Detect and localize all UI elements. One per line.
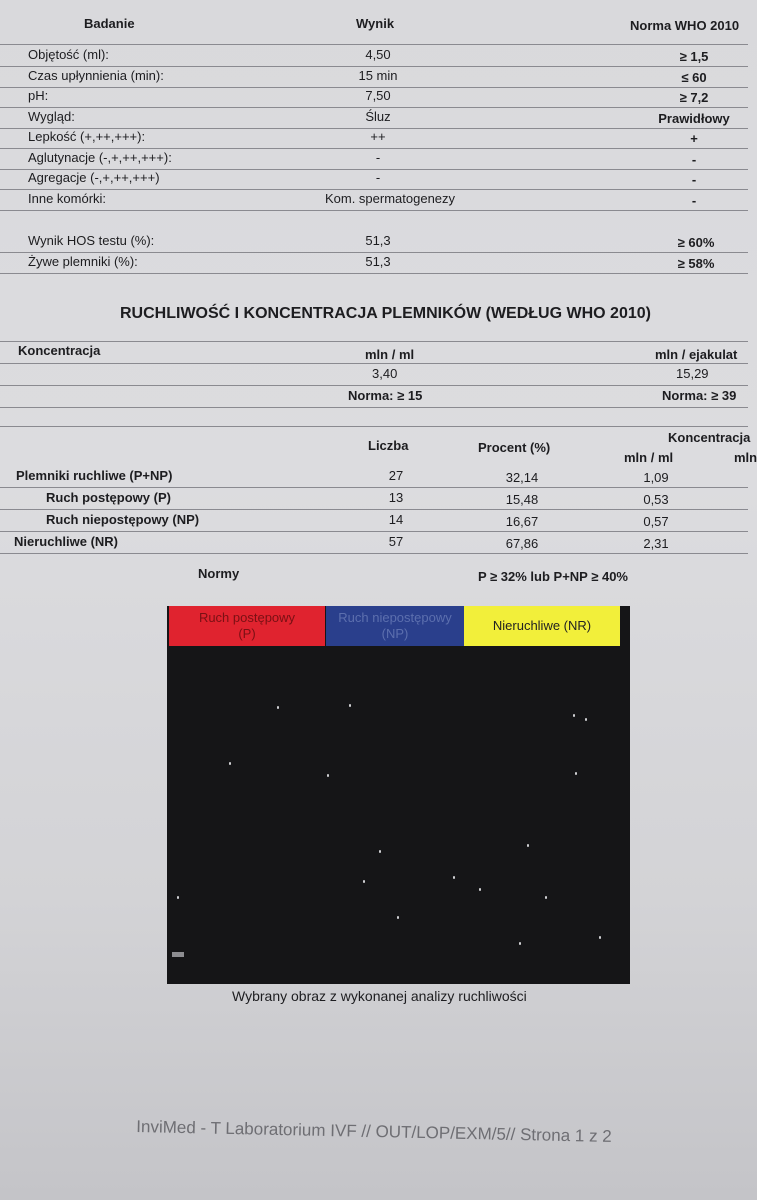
param-value: 51,3: [365, 253, 391, 269]
param-label: Agregacje (-,+,++,+++): [28, 170, 160, 185]
col-liczba: Liczba: [368, 438, 409, 453]
param-norm: ≥ 1,5: [679, 49, 709, 64]
motility-liczba: 13: [388, 490, 404, 505]
sperm-dot: [575, 772, 577, 775]
concentration-value-ml: 3,40: [372, 366, 398, 381]
motility-analysis-image: [167, 606, 630, 984]
motility-mln-ml: 1,09: [643, 470, 669, 485]
section-title: RUCHLIWOŚĆ I KONCENTRACJA PLEMNIKÓW (WEDŁUG WHO 2010): [120, 305, 651, 322]
param-norm: ≤ 60: [681, 69, 707, 85]
param-value: -: [375, 170, 381, 185]
param-value: 7,50: [365, 88, 391, 103]
param-label: Aglutynacje (-,+,++,+++):: [28, 149, 172, 165]
sperm-dot: [397, 916, 399, 919]
legend-immotile: Nieruchliwe (NR): [464, 606, 620, 646]
param-value: Śluz: [365, 108, 391, 124]
legend-nonprogressive: Ruch niepostępowy (NP): [326, 606, 464, 646]
header-wynik: Wynik: [356, 16, 395, 31]
motility-mln-ml: 0,57: [643, 514, 669, 529]
param-norm: Prawidłowy: [658, 110, 730, 126]
motility-procent: 67,86: [505, 536, 539, 551]
motility-row-label: Ruch postępowy (P): [46, 490, 171, 505]
sperm-dot: [277, 706, 279, 709]
unit-mln-ejakulat: mln / ejakulat: [655, 347, 738, 362]
param-value: 4,50: [365, 47, 391, 62]
concentration-value-ejakulat: 15,29: [676, 366, 709, 381]
motility-mln-ml: 2,31: [643, 536, 669, 551]
motility-liczba: 57: [388, 534, 404, 549]
motility-liczba: 27: [388, 468, 404, 483]
motility-row-label: Nieruchliwe (NR): [14, 534, 119, 549]
sperm-dot: [229, 762, 231, 765]
col-mln-ejakulat: mln: [734, 450, 757, 465]
param-value: Kom. spermatogenezy: [324, 190, 456, 206]
param-norm: +: [690, 131, 698, 146]
concentration-label: Koncentracja: [18, 343, 101, 358]
motility-row-label: Ruch niepostępowy (NP): [46, 512, 200, 527]
image-caption: Wybrany obraz z wykonanej analizy ruchliwości: [232, 988, 527, 1004]
param-label: Wygląd:: [28, 108, 75, 124]
sperm-dot: [585, 718, 587, 721]
param-label: Lepkość (+,++,+++):: [28, 129, 146, 144]
sperm-dot: [545, 896, 547, 899]
header-badanie: Badanie: [84, 16, 135, 31]
col-mln-ml: mln / ml: [624, 450, 674, 465]
sperm-dot: [573, 714, 575, 717]
header-norma: Norma WHO 2010: [630, 18, 740, 33]
col-koncentracja: Koncentracja: [668, 430, 751, 445]
normy-label: Normy: [198, 566, 240, 581]
motility-procent: 15,48: [505, 492, 539, 507]
scale-bar: [172, 952, 184, 957]
concentration-norm-ml: Norma: ≥ 15: [348, 388, 423, 403]
param-value: 15 min: [358, 67, 398, 83]
sperm-dot: [363, 880, 365, 883]
param-norm: ≥ 58%: [677, 255, 715, 271]
param-value: 51,3: [365, 233, 391, 248]
sperm-dot: [527, 844, 529, 847]
sperm-dot: [177, 896, 179, 899]
param-label: Wynik HOS testu (%):: [28, 233, 155, 248]
col-procent: Procent (%): [478, 440, 551, 455]
param-norm: ≥ 60%: [677, 235, 715, 250]
concentration-norm-ejakulat: Norma: ≥ 39: [662, 388, 737, 403]
param-norm: -: [691, 192, 697, 208]
motility-procent: 16,67: [505, 514, 539, 529]
motility-row-label: Plemniki ruchliwe (P+NP): [16, 468, 173, 483]
param-label: Objętość (ml):: [28, 47, 109, 62]
param-norm: ≥ 7,2: [679, 90, 709, 105]
unit-mln-ml: mln / ml: [365, 347, 415, 362]
motility-procent: 32,14: [505, 470, 539, 485]
page-footer: InviMed - T Laboratorium IVF // OUT/LOP/EXM/5// Strona 1 z 2: [136, 1117, 612, 1146]
param-norm: -: [691, 151, 697, 167]
sperm-dot: [453, 876, 455, 879]
param-value: -: [375, 149, 381, 165]
param-label: Inne komórki:: [28, 190, 107, 206]
param-label: Czas upłynnienia (min):: [28, 67, 164, 83]
motility-mln-ml: 0,53: [643, 492, 669, 507]
legend-progressive: Ruch postępowy (P): [169, 606, 325, 646]
sperm-dot: [479, 888, 481, 891]
sperm-dot: [349, 704, 351, 707]
param-norm: -: [691, 172, 697, 187]
sperm-dot: [327, 774, 329, 777]
sperm-dot: [379, 850, 381, 853]
param-label: Żywe plemniki (%):: [28, 253, 138, 269]
param-value: ++: [370, 129, 386, 144]
motility-liczba: 14: [388, 512, 404, 527]
param-label: pH:: [28, 88, 49, 103]
sperm-dot: [519, 942, 521, 945]
normy-value: P ≥ 32% lub P+NP ≥ 40%: [478, 569, 628, 584]
sperm-dot: [599, 936, 601, 939]
